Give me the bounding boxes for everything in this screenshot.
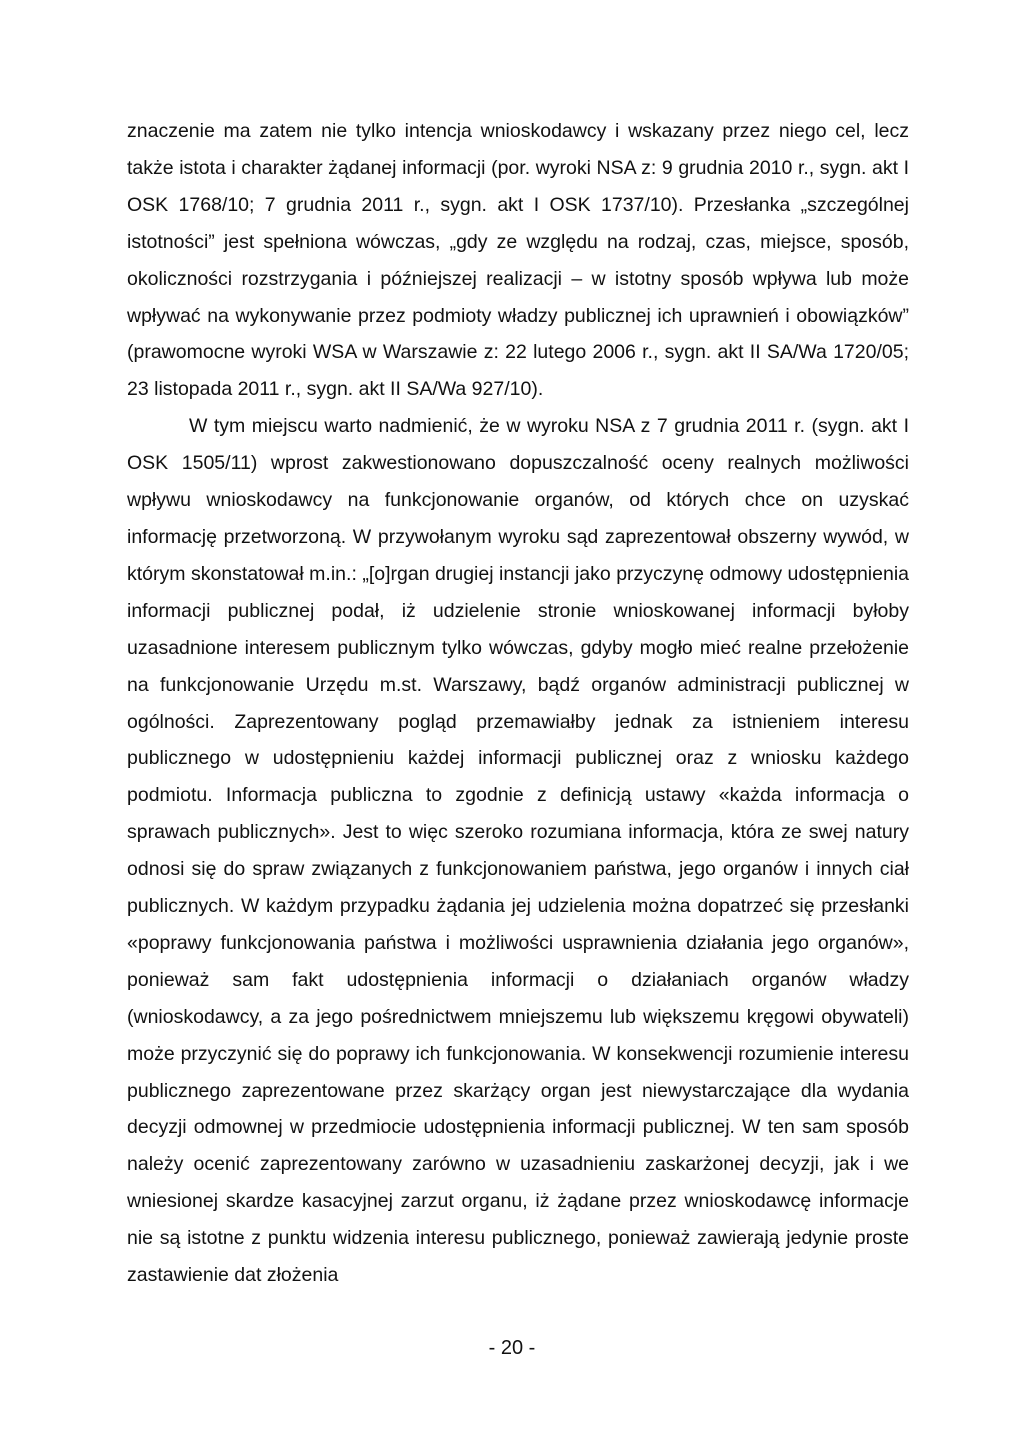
paragraph-2: W tym miejscu warto nadmienić, że w wyroku NSA z 7 grudnia 2011 r. (sygn. akt I OSK 1505/11) wprost zakwestionowano dopuszczalność oceny realnych możliwości wpływu wnioskodawcy na funkcjonowanie organów, od których chce on uzyskać informację przetworzoną. W przywołanym wyroku sąd zaprezentował obszerny wywód, w którym skonstatował m.in.: „[o]rgan drugiej instancji jako przyczynę odmowy udostępnienia informacji publicznej podał, iż udzielenie stronie wnioskowanej informacji byłoby uzasadnione interesem publicznym tylko wówczas, gdyby mogło mieć realne przełożenie na funkcjonowanie Urzędu m.st. Warszawy, bądź organów administracji publicznej w ogólności. Zaprezentowany pogląd przemawiałby jednak za istnieniem interesu publicznego w udostępnieniu każdej informacji publicznej oraz z wniosku każdego podmiotu. Informacja publiczna to zgodnie z definicją ustawy «każda informacja o sprawach publicznych». Jest to więc szeroko rozumiana informacja, która ze swej natury odnosi się do spraw związanych z funkcjonowaniem państwa, jego organów i innych ciał publicznych. W każdym przypadku żądania jej udzielenia można dopatrzeć się przesłanki «poprawy funkcjonowania państwa i możliwości usprawnienia działania jego organów», ponieważ sam fakt udostępnienia informacji o działaniach organów władzy (wnioskodawcy, a za jego pośrednictwem mniejszemu lub większemu kręgowi obywateli) może przyczynić się do poprawy ich funkcjonowania. W konsekwencji rozumienie interesu publicznego zaprezentowane przez skarżący organ jest niewystarczające dla wydania decyzji odmownej w przedmiocie udostępnienia informacji publicznej. W ten sam sposób należy ocenić zaprezentowany zarówno w uzasadnieniu zaskarżonej decyzji, jak i we wniesionej skardze kasacyjnej zarzut organu, iż żądane przez wnioskodawcę informacje nie są istotne z punktu widzenia interesu publicznego, ponieważ zawierają jedynie proste zastawienie dat złożenia	[127, 415, 909, 1287]
document-body	[127, 113, 909, 1294]
paragraph-1: znaczenie ma zatem nie tylko intencja wnioskodawcy i wskazany przez niego cel, lecz także istota i charakter żądanej informacji (por. wyroki NSA z: 9 grudnia 2010 r., sygn. akt I OSK 1768/10; 7 grudnia 2011 r., sygn. akt I OSK 1737/10). Przesłanka „szczególnej istotności” jest spełniona wówczas, „gdy ze względu na rodzaj, czas, miejsce, sposób, okoliczności rozstrzygania i późniejszej realizacji – w istotny sposób wpływa lub może wpływać na wykonywanie przez podmioty władzy publicznej ich uprawnień i obowiązków” (prawomocne wyroki WSA w Warszawie z: 22 lutego 2006 r., sygn. akt II SA/Wa 1720/05; 23 listopada 2011 r., sygn. akt II SA/Wa 927/10).	[127, 120, 909, 401]
page-number: - 20 -	[488, 1337, 536, 1359]
